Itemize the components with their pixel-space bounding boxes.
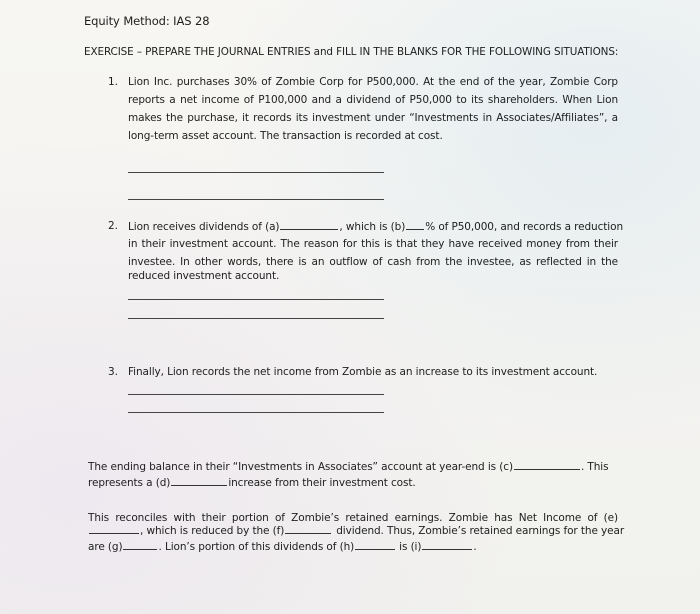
- item-2-number: 2.: [108, 220, 119, 232]
- paragraph-2-line-3: [88, 540, 477, 553]
- item-2-line-4: reduced investment account.: [128, 270, 280, 282]
- paragraph-2-line-2: [88, 524, 624, 537]
- journal-entry-line[interactable]: [128, 394, 384, 395]
- blank-d[interactable]: [171, 476, 227, 486]
- para2-text-4: are (g): [88, 541, 123, 553]
- para2-text-6: is (i): [399, 541, 422, 553]
- para2-text-7: .: [473, 541, 477, 553]
- blank-b[interactable]: [406, 220, 424, 230]
- para2-text-2: , which is reduced by the (f): [140, 525, 285, 537]
- blank-i[interactable]: [422, 540, 472, 550]
- journal-entry-line[interactable]: [128, 299, 384, 300]
- para1-text-1: The ending balance in their “Investments in Associates” account at year-end is (c): [88, 461, 513, 473]
- item-3-line-1: Finally, Lion records the net income from Zombie as an increase to its investment account.: [128, 366, 598, 378]
- blank-c[interactable]: [514, 460, 580, 470]
- para1-text-4: increase from their investment cost.: [228, 477, 416, 489]
- item-2-text-b: , which is (b): [339, 221, 406, 233]
- blank-e[interactable]: [89, 524, 139, 534]
- blank-a[interactable]: [280, 220, 338, 230]
- blank-g[interactable]: [123, 540, 157, 550]
- blank-f[interactable]: [285, 524, 331, 534]
- item-2-line-1: [128, 220, 623, 233]
- journal-entry-line[interactable]: [128, 318, 384, 319]
- journal-entry-line[interactable]: [128, 199, 384, 200]
- item-1-line-2: reports a net income of P100,000 and a dividend of P50,000 to its shareholders. When Lion: [128, 94, 618, 106]
- paragraph-1-line-1: [88, 460, 609, 473]
- journal-entry-line[interactable]: [128, 172, 384, 173]
- item-1-number: 1.: [108, 76, 119, 88]
- item-2-line-2: in their investment account. The reason for this is that they have received money from their: [128, 238, 618, 250]
- exercise-heading: EXERCISE – PREPARE THE JOURNAL ENTRIES and FILL IN THE BLANKS FOR THE FOLLOWING SITUATIONS:: [84, 46, 619, 58]
- para2-text-3: dividend. Thus, Zombie’s retained earnings for the year: [336, 525, 625, 537]
- item-3-number: 3.: [108, 366, 119, 378]
- item-1-line-3: makes the purchase, it records its investment under “Investments in Associates/Affiliates”, a: [128, 112, 618, 124]
- document-title: Equity Method: IAS 28: [84, 14, 210, 28]
- paragraph-2-line-1: This reconciles with their portion of Zombie’s retained earnings. Zombie has Net Income of (e): [88, 512, 618, 524]
- item-2-text-c: % of P50,000, and records a reduction: [425, 221, 624, 233]
- item-1-line-4: long-term asset account. The transaction is recorded at cost.: [128, 130, 443, 142]
- para1-text-3: represents a (d): [88, 477, 171, 489]
- blank-h[interactable]: [355, 540, 395, 550]
- para1-text-2: . This: [580, 461, 609, 473]
- item-1-line-1: Lion Inc. purchases 30% of Zombie Corp for P500,000. At the end of the year, Zombie Corp: [128, 76, 618, 88]
- journal-entry-line[interactable]: [128, 412, 384, 413]
- item-2-text-a: Lion receives dividends of (a): [128, 221, 280, 233]
- item-2-line-3: investee. In other words, there is an outflow of cash from the investee, as reflected in the: [128, 256, 618, 268]
- paragraph-1-line-2: [88, 476, 416, 489]
- para2-text-5: . Lion’s portion of this dividends of (h): [158, 541, 355, 553]
